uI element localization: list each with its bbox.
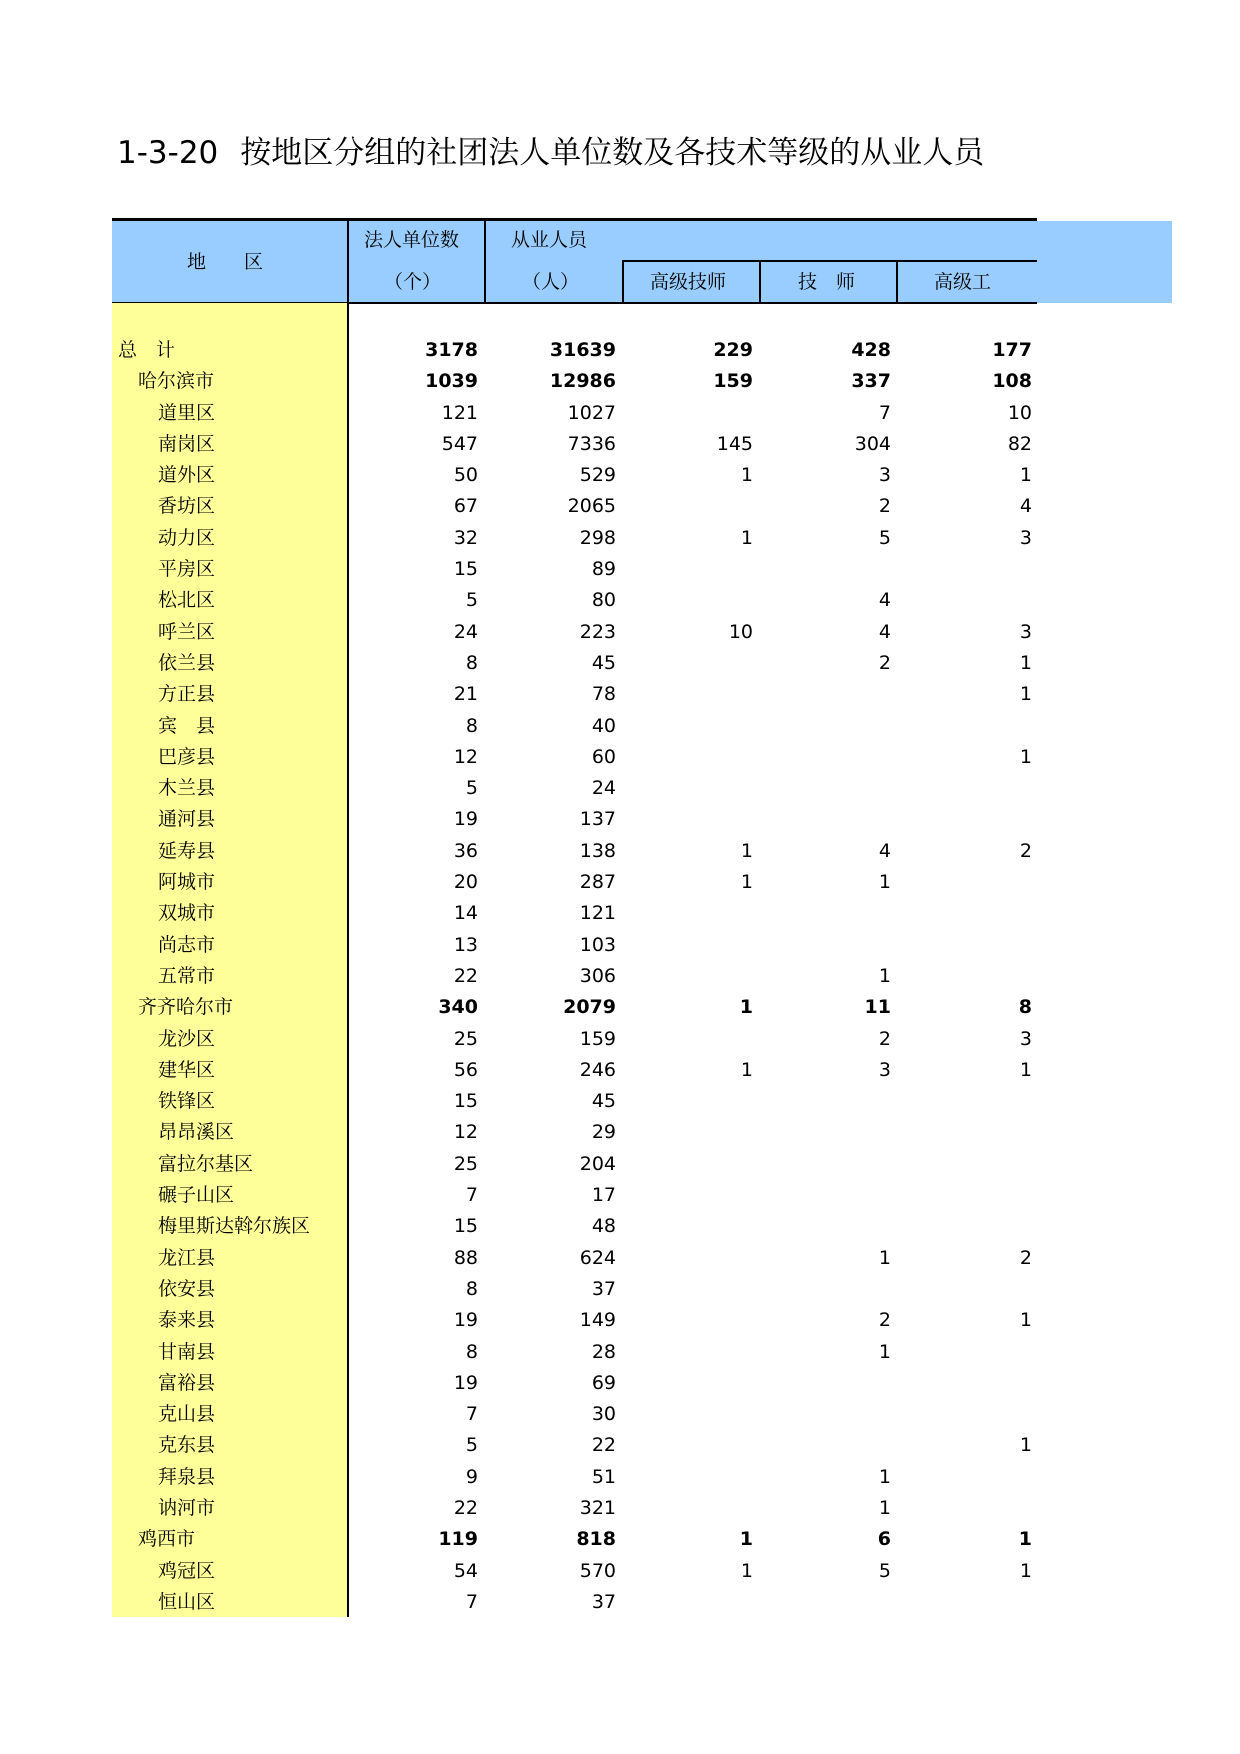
cell-value: 17 bbox=[591, 1184, 616, 1207]
region-name: 延寿县 bbox=[158, 839, 216, 862]
region-name: 泰来县 bbox=[158, 1309, 216, 1332]
cell-value: 25 bbox=[453, 1027, 478, 1050]
cell-value: 1 bbox=[878, 1465, 891, 1488]
cell-value: 529 bbox=[579, 464, 616, 487]
cell-value: 1 bbox=[740, 1559, 753, 1582]
region-name: 通河县 bbox=[158, 808, 216, 831]
cell-value: 1 bbox=[739, 1528, 753, 1551]
table-row bbox=[112, 1587, 1037, 1618]
cell-value: 10 bbox=[1007, 401, 1032, 424]
cell-value: 1 bbox=[740, 526, 753, 549]
page-title bbox=[117, 128, 1037, 178]
cell-value: 103 bbox=[579, 933, 616, 956]
table-row bbox=[112, 679, 1037, 710]
cell-value: 3 bbox=[878, 464, 891, 487]
region-name: 松北区 bbox=[158, 589, 216, 612]
table-row bbox=[112, 804, 1037, 835]
cell-value: 89 bbox=[591, 558, 616, 581]
region-name: 富裕县 bbox=[158, 1371, 216, 1394]
cell-value: 78 bbox=[591, 683, 616, 706]
cell-value: 8 bbox=[465, 1340, 478, 1363]
cell-value: 321 bbox=[579, 1496, 616, 1519]
region-name: 依兰县 bbox=[158, 651, 216, 674]
table-body bbox=[112, 335, 1037, 1618]
table-row bbox=[112, 1274, 1037, 1305]
cell-value: 4 bbox=[878, 839, 891, 862]
table-row bbox=[112, 554, 1037, 585]
cell-value: 1039 bbox=[425, 370, 478, 393]
cell-value: 1 bbox=[1019, 1309, 1032, 1332]
cell-value: 13 bbox=[453, 933, 478, 956]
cell-value: 1 bbox=[1019, 1434, 1032, 1457]
region-name: 碾子山区 bbox=[158, 1184, 235, 1207]
cell-value: 229 bbox=[713, 339, 753, 361]
header-divider bbox=[759, 260, 761, 303]
cell-value: 8 bbox=[1018, 996, 1032, 1019]
cell-value: 6 bbox=[877, 1528, 891, 1551]
table-row bbox=[112, 961, 1037, 992]
cell-value: 2079 bbox=[563, 996, 616, 1019]
table-row bbox=[112, 1149, 1037, 1180]
cell-value: 340 bbox=[438, 996, 478, 1019]
table-row bbox=[112, 836, 1037, 867]
cell-value: 2 bbox=[1019, 1246, 1032, 1269]
table-row bbox=[112, 867, 1037, 898]
cell-value: 2065 bbox=[567, 495, 616, 518]
cell-value: 7 bbox=[878, 401, 891, 424]
cell-value: 818 bbox=[576, 1528, 616, 1551]
cell-value: 19 bbox=[453, 1371, 478, 1394]
cell-value: 8 bbox=[465, 651, 478, 674]
cell-value: 37 bbox=[591, 1590, 616, 1613]
cell-value: 5 bbox=[878, 526, 891, 549]
table-row bbox=[112, 1368, 1037, 1399]
table-row bbox=[112, 1243, 1037, 1274]
cell-value: 1 bbox=[878, 1340, 891, 1363]
table-row bbox=[112, 1211, 1037, 1242]
region-name: 甘南县 bbox=[158, 1340, 216, 1363]
cell-value: 82 bbox=[1007, 432, 1032, 455]
cell-value: 2 bbox=[878, 1027, 891, 1050]
cell-value: 37 bbox=[591, 1277, 616, 1300]
table-row bbox=[112, 1180, 1037, 1211]
cell-value: 12 bbox=[453, 1121, 478, 1144]
table-row bbox=[112, 460, 1037, 491]
region-name: 齐齐哈尔市 bbox=[138, 996, 234, 1019]
cell-value: 1 bbox=[1019, 1058, 1032, 1081]
cell-value: 223 bbox=[579, 620, 616, 643]
cell-value: 108 bbox=[992, 370, 1032, 393]
header-region: 地 区 bbox=[187, 251, 264, 273]
cell-value: 204 bbox=[579, 1152, 616, 1175]
cell-value: 1 bbox=[878, 1246, 891, 1269]
cell-value: 25 bbox=[453, 1152, 478, 1175]
table-row bbox=[112, 742, 1037, 773]
cell-value: 4 bbox=[878, 589, 891, 612]
cell-value: 14 bbox=[453, 902, 478, 925]
cell-value: 29 bbox=[591, 1121, 616, 1144]
table-row bbox=[112, 648, 1037, 679]
table-row bbox=[112, 1524, 1037, 1555]
table-row bbox=[112, 429, 1037, 460]
table-code: 1-3-20 bbox=[117, 135, 219, 171]
cell-value: 304 bbox=[854, 432, 891, 455]
table-row bbox=[112, 1024, 1037, 1055]
table-row bbox=[112, 898, 1037, 929]
cell-value: 3 bbox=[1019, 526, 1032, 549]
table-row bbox=[112, 992, 1037, 1023]
cell-value: 7 bbox=[465, 1590, 478, 1613]
header-employees-unit: （人） bbox=[522, 271, 580, 293]
cell-value: 7 bbox=[465, 1184, 478, 1207]
cell-value: 30 bbox=[591, 1403, 616, 1426]
header-divider bbox=[896, 260, 898, 303]
cell-value: 137 bbox=[579, 808, 616, 831]
cell-value: 570 bbox=[579, 1559, 616, 1582]
region-name: 拜泉县 bbox=[158, 1465, 216, 1488]
region-name: 铁锋区 bbox=[158, 1090, 216, 1113]
cell-value: 19 bbox=[453, 808, 478, 831]
cell-value: 1 bbox=[740, 839, 753, 862]
region-name: 南岗区 bbox=[158, 432, 216, 455]
region-name: 平房区 bbox=[158, 558, 216, 581]
cell-value: 11 bbox=[864, 996, 891, 1019]
cell-value: 1 bbox=[1019, 651, 1032, 674]
header-subrule bbox=[623, 260, 1037, 262]
region-name: 恒山区 bbox=[158, 1590, 216, 1613]
cell-value: 88 bbox=[453, 1246, 478, 1269]
cell-value: 1 bbox=[739, 996, 753, 1019]
cell-value: 1 bbox=[1019, 464, 1032, 487]
region-name: 建华区 bbox=[158, 1058, 216, 1081]
cell-value: 45 bbox=[591, 651, 616, 674]
cell-value: 31639 bbox=[549, 339, 616, 361]
table-row bbox=[112, 1117, 1037, 1148]
cell-value: 40 bbox=[591, 714, 616, 737]
cell-value: 1027 bbox=[567, 401, 616, 424]
region-name: 木兰县 bbox=[158, 777, 216, 800]
region-name: 香坊区 bbox=[158, 495, 216, 518]
cell-value: 3178 bbox=[425, 339, 478, 361]
cell-value: 121 bbox=[579, 902, 616, 925]
cell-value: 1 bbox=[740, 1058, 753, 1081]
header-units-label: 法人单位数 bbox=[364, 229, 460, 251]
cell-value: 298 bbox=[579, 526, 616, 549]
cell-value: 287 bbox=[579, 871, 616, 894]
cell-value: 138 bbox=[579, 839, 616, 862]
cell-value: 56 bbox=[453, 1058, 478, 1081]
cell-value: 121 bbox=[441, 401, 478, 424]
cell-value: 22 bbox=[591, 1434, 616, 1457]
cell-value: 145 bbox=[716, 432, 753, 455]
table-row bbox=[112, 585, 1037, 616]
cell-value: 5 bbox=[465, 589, 478, 612]
region-name: 哈尔滨市 bbox=[138, 370, 215, 393]
cell-value: 15 bbox=[453, 558, 478, 581]
header-units-unit: （个） bbox=[384, 271, 442, 293]
region-name: 宾 县 bbox=[158, 714, 216, 737]
table-row bbox=[112, 398, 1037, 429]
cell-value: 1 bbox=[1019, 1559, 1032, 1582]
table-row bbox=[112, 1305, 1037, 1336]
cell-value: 1 bbox=[878, 964, 891, 987]
region-name: 尚志市 bbox=[158, 933, 216, 956]
cell-value: 12986 bbox=[549, 370, 616, 393]
cell-value: 80 bbox=[591, 589, 616, 612]
cell-value: 624 bbox=[579, 1246, 616, 1269]
region-name: 总 计 bbox=[118, 339, 176, 361]
cell-value: 1 bbox=[1019, 683, 1032, 706]
cell-value: 3 bbox=[878, 1058, 891, 1081]
table-row bbox=[112, 773, 1037, 804]
region-name: 鸡西市 bbox=[138, 1528, 196, 1551]
cell-value: 2 bbox=[878, 1309, 891, 1332]
cell-value: 159 bbox=[713, 370, 753, 393]
table-row bbox=[112, 1055, 1037, 1086]
cell-value: 5 bbox=[878, 1559, 891, 1582]
cell-value: 5 bbox=[465, 777, 478, 800]
cell-value: 119 bbox=[438, 1528, 478, 1551]
cell-value: 3 bbox=[1019, 620, 1032, 643]
cell-value: 1 bbox=[1019, 745, 1032, 768]
region-name: 讷河市 bbox=[158, 1496, 216, 1519]
region-name: 双城市 bbox=[158, 902, 216, 925]
header-technician: 技 师 bbox=[798, 271, 856, 293]
cell-value: 10 bbox=[728, 620, 753, 643]
header-divider bbox=[347, 221, 349, 303]
cell-value: 246 bbox=[579, 1058, 616, 1081]
table-header bbox=[112, 221, 1172, 303]
region-name: 昂昂溪区 bbox=[158, 1121, 235, 1144]
cell-value: 50 bbox=[453, 464, 478, 487]
cell-value: 1 bbox=[878, 871, 891, 894]
cell-value: 177 bbox=[992, 339, 1032, 361]
cell-value: 1 bbox=[878, 1496, 891, 1519]
cell-value: 48 bbox=[591, 1215, 616, 1238]
table-row bbox=[112, 1493, 1037, 1524]
region-name: 克东县 bbox=[158, 1434, 216, 1457]
cell-value: 306 bbox=[579, 964, 616, 987]
region-name: 龙沙区 bbox=[158, 1027, 216, 1050]
region-name: 五常市 bbox=[158, 964, 216, 987]
cell-value: 2 bbox=[878, 651, 891, 674]
region-name: 巴彦县 bbox=[158, 745, 216, 768]
cell-value: 2 bbox=[1019, 839, 1032, 862]
table-row bbox=[112, 523, 1037, 554]
cell-value: 547 bbox=[441, 432, 478, 455]
cell-value: 337 bbox=[851, 370, 891, 393]
region-name: 道外区 bbox=[158, 464, 216, 487]
table-row bbox=[112, 1462, 1037, 1493]
cell-value: 36 bbox=[453, 839, 478, 862]
cell-value: 32 bbox=[453, 526, 478, 549]
cell-value: 8 bbox=[465, 1277, 478, 1300]
header-employees-label: 从业人员 bbox=[511, 229, 588, 251]
cell-value: 21 bbox=[453, 683, 478, 706]
cell-value: 5 bbox=[465, 1434, 478, 1457]
cell-value: 149 bbox=[579, 1309, 616, 1332]
region-name: 梅里斯达斡尔族区 bbox=[158, 1215, 311, 1238]
cell-value: 1 bbox=[1018, 1528, 1032, 1551]
cell-value: 1 bbox=[740, 464, 753, 487]
header-senior-worker: 高级工 bbox=[934, 271, 992, 293]
cell-value: 159 bbox=[579, 1027, 616, 1050]
region-name: 鸡冠区 bbox=[158, 1559, 216, 1582]
cell-value: 45 bbox=[591, 1090, 616, 1113]
cell-value: 20 bbox=[453, 871, 478, 894]
table-row bbox=[112, 1337, 1037, 1368]
table-title-text: 按地区分组的社团法人单位数及各技术等级的从业人员 bbox=[240, 135, 985, 171]
cell-value: 51 bbox=[591, 1465, 616, 1488]
region-name: 龙江县 bbox=[158, 1246, 216, 1269]
table-row bbox=[112, 1556, 1037, 1587]
table-row bbox=[112, 1086, 1037, 1117]
region-name: 富拉尔基区 bbox=[158, 1152, 254, 1175]
region-name: 动力区 bbox=[158, 526, 216, 549]
header-senior-technician: 高级技师 bbox=[650, 271, 727, 293]
cell-value: 60 bbox=[591, 745, 616, 768]
header-divider bbox=[622, 260, 624, 303]
cell-value: 7336 bbox=[567, 432, 616, 455]
cell-value: 4 bbox=[878, 620, 891, 643]
cell-value: 67 bbox=[453, 495, 478, 518]
cell-value: 12 bbox=[453, 745, 478, 768]
table-row bbox=[112, 1430, 1037, 1461]
cell-value: 1 bbox=[740, 871, 753, 894]
cell-value: 15 bbox=[453, 1215, 478, 1238]
cell-value: 428 bbox=[851, 339, 891, 361]
table-row bbox=[112, 1399, 1037, 1430]
cell-value: 4 bbox=[1019, 495, 1032, 518]
cell-value: 15 bbox=[453, 1090, 478, 1113]
cell-value: 24 bbox=[591, 777, 616, 800]
table-row bbox=[112, 491, 1037, 522]
cell-value: 7 bbox=[465, 1403, 478, 1426]
region-name: 克山县 bbox=[158, 1403, 216, 1426]
region-name: 依安县 bbox=[158, 1277, 216, 1300]
cell-value: 22 bbox=[453, 1496, 478, 1519]
cell-value: 24 bbox=[453, 620, 478, 643]
cell-value: 69 bbox=[591, 1371, 616, 1394]
table-row bbox=[112, 335, 1037, 366]
table-row bbox=[112, 617, 1037, 648]
cell-value: 22 bbox=[453, 964, 478, 987]
region-name: 阿城市 bbox=[158, 871, 216, 894]
header-divider bbox=[484, 221, 486, 303]
cell-value: 8 bbox=[465, 714, 478, 737]
cell-value: 9 bbox=[465, 1465, 478, 1488]
cell-value: 19 bbox=[453, 1309, 478, 1332]
table-row bbox=[112, 930, 1037, 961]
cell-value: 2 bbox=[878, 495, 891, 518]
table-row bbox=[112, 711, 1037, 742]
region-name: 呼兰区 bbox=[158, 620, 216, 643]
cell-value: 28 bbox=[591, 1340, 616, 1363]
region-name: 道里区 bbox=[158, 401, 216, 424]
cell-value: 54 bbox=[453, 1559, 478, 1582]
cell-value: 3 bbox=[1019, 1027, 1032, 1050]
region-name: 方正县 bbox=[158, 683, 216, 706]
table-row bbox=[112, 366, 1037, 397]
